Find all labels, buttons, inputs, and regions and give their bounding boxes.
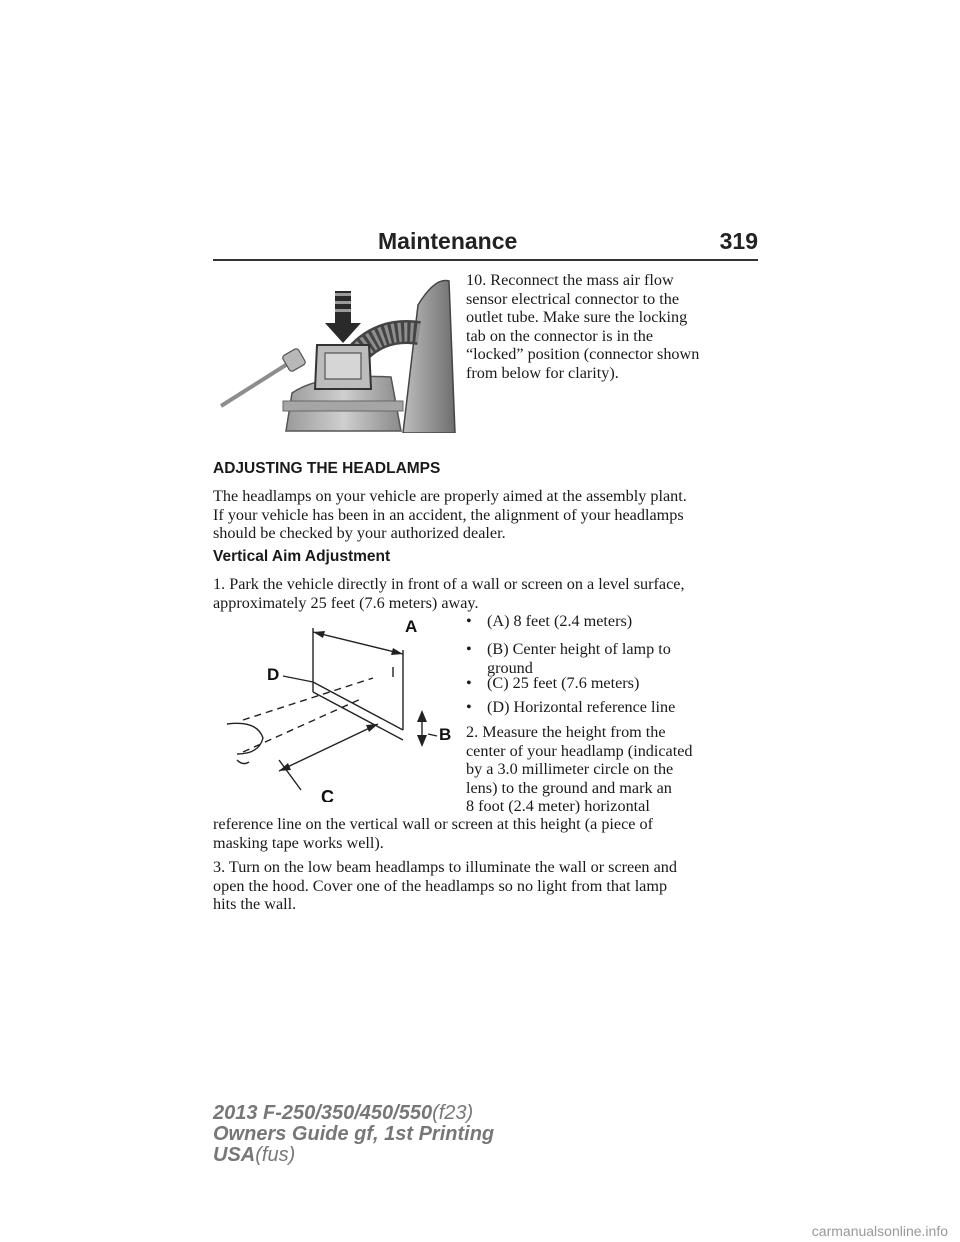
footer-model: 2013 F-250/350/450/550 (213, 1102, 433, 1124)
text-line: reference line on the vertical wall or screen at this height (a piece of (213, 815, 653, 833)
arrow-b-up (417, 710, 427, 722)
document-footer (213, 1103, 494, 1166)
subheading: Vertical Aim Adjustment (213, 548, 391, 565)
step-1-text (213, 575, 685, 612)
text-line: outlet tube. Make sure the locking (466, 308, 688, 326)
text-line: (D) Horizontal reference line (487, 698, 676, 716)
dimension-a-line (313, 632, 403, 654)
intro-paragraph (213, 487, 687, 543)
text-line: The headlamps on your vehicle are properly aimed at the assembly plant. (213, 487, 687, 505)
bullet-icon: • (466, 698, 472, 716)
step-2-text-full (213, 815, 653, 852)
reference-line (313, 682, 403, 730)
text-line: (C) 25 feet (7.6 meters) (487, 674, 640, 692)
watermark: carmanualsonline.info (811, 1223, 948, 1239)
text-line: If your vehicle has been in an accident, the alignment of your headlamps (213, 505, 684, 524)
bullet-icon: • (466, 674, 472, 692)
label-c: C (321, 787, 334, 802)
bullet-icon: • (466, 612, 472, 630)
text-line: center of your headlamp (indicated (466, 741, 693, 760)
text-line: open the hood. Cover one of the headlamps so no light from that lamp (213, 876, 668, 895)
text-line: tab on the connector is in the (466, 326, 654, 345)
label-d: D (267, 665, 280, 684)
footer-guide: Owners Guide gf, 1st Printing (213, 1123, 495, 1145)
mass-air-flow-connector-illustration (213, 271, 458, 433)
text-line: masking tape works well). (213, 833, 384, 852)
text-line: lens) to the ground and mark an (466, 778, 672, 797)
text-line: ground (487, 658, 533, 677)
bullet-icon: • (466, 640, 472, 658)
arrow-c-right (366, 724, 378, 732)
label-b: B (439, 725, 452, 744)
text-line: 2. Measure the height from the (466, 723, 666, 741)
step-10-text (466, 271, 699, 382)
text-line: 1. Park the vehicle directly in front of a wall or screen on a level surface, (213, 575, 685, 593)
dimension-c-line (279, 724, 378, 771)
headlamp-outline (227, 723, 263, 754)
footer-region: USA (213, 1144, 256, 1166)
text-line: should be checked by your authorized dealer. (213, 524, 506, 542)
text-line: from below for clarity). (466, 363, 619, 382)
headlamp-aim-diagram (213, 612, 463, 802)
arrow-c-left (279, 763, 291, 771)
text-line: approximately 25 feet (7.6 meters) away. (213, 593, 479, 612)
header-divider (213, 259, 758, 261)
text-line: (A) 8 feet (2.4 meters) (487, 612, 633, 630)
page-number: 319 (719, 228, 758, 254)
arrow-a-right (391, 648, 403, 655)
text-line: 3. Turn on the low beam headlamps to illuminate the wall or screen and (213, 858, 677, 876)
text-line: “locked” position (connector shown (466, 345, 700, 363)
text-line: sensor electrical connector to the (466, 289, 680, 308)
arrow-a-left (313, 631, 325, 638)
text-line: 10. Reconnect the mass air flow (466, 271, 674, 289)
section-title: Maintenance (378, 228, 518, 254)
text-line: (B) Center height of lamp to (487, 640, 671, 658)
text-line: hits the wall. (213, 895, 297, 913)
headlamp-detail (237, 760, 249, 764)
footer-model-code: (f23) (432, 1102, 474, 1124)
text-line: 8 foot (2.4 meter) horizontal (466, 797, 650, 815)
text-line: by a 3.0 millimeter circle on the (466, 760, 674, 778)
arrow-b-down (417, 735, 427, 747)
footer-region-code: (fus) (255, 1144, 296, 1166)
step-3-text (213, 858, 677, 914)
step-2-text-right (466, 723, 726, 816)
label-a: A (405, 617, 418, 636)
label-d-leader (283, 676, 313, 682)
label-b-leader (428, 734, 437, 736)
page-header (378, 226, 758, 256)
dimension-c-end (279, 760, 301, 790)
section-heading: ADJUSTING THE HEADLAMPS (213, 460, 441, 477)
